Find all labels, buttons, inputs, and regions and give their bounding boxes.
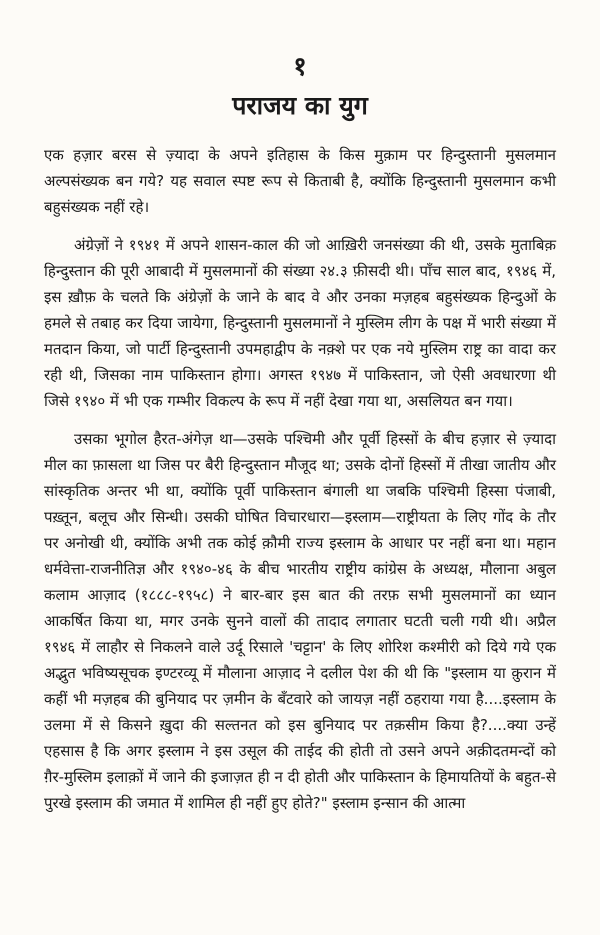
paragraph-1: एक हज़ार बरस से ज़्यादा के अपने इतिहास के किस मुक़ाम पर हिन्दुस्तानी मुसलमान अल्पसंख्यक बन गये? यह सवाल स्पष्ट रूप से किताबी है, क्योंकि हिन्दुस्तानी मुसलमान कभी बहुसंख्यक नहीं रहे। <box>44 146 556 216</box>
paragraph-2: अंग्रेज़ों ने १९४१ में अपने शासन-काल की जो आख़िरी जनसंख्या की थी, उसके मुताबिक़ हिन्दुस्तान की पूरी आबादी में मुसलमानों की संख्या २४.३ फ़ीसदी थी। पाँच साल बाद, १९४६ में, इस ख़ौफ़ के चलते कि अंग्रेज़ों के जाने के बाद वे और उनका मज़हब बहुसंख्यक हिन्दुओं के हमले से तबाह कर दिया जायेगा, हिन्दुस्तानी मुसलमानों ने मुस्लिम लीग के पक्ष में भारी संख्या में मतदान किया, जो पार्टी हिन्दुस्तानी उपमहाद्वीप के नक़्शे पर एक नये मुस्लिम राष्ट्र का वादा कर रही थी, जिसका नाम पाकिस्तान होगा। अगस्त १९४७ में पाकिस्तान, जो ऐसी अवधारणा थी जिसे १९४० में भी एक गम्भीर विकल्प के रूप में नहीं देखा गया था, असलियत बन गया। <box>44 236 556 410</box>
chapter-body <box>44 142 556 816</box>
paragraph-3: उसका भूगोल हैरत-अंगेज़ था—उसके पश्चिमी और पूर्वी हिस्सों के बीच हज़ार से ज़्यादा मील का फ़ासला था जिस पर बैरी हिन्दुस्तान मौजूद था; उसके दोनों हिस्सों में तीखा जातीय और सांस्कृतिक अन्तर भी था, क्योंकि पूर्वी पाकिस्तान बंगाली था जबकि पश्चिमी हिस्सा पंजाबी, पख़्तून, बलूच और सिन्धी। उसकी घोषित विचारधारा—इस्लाम—राष्ट्रीयता के लिए गोंद के तौर पर अनोखी थी, क्योंकि अभी तक कोई क़ौमी राज्य इस्लाम के आधार पर नहीं बना था। महान धर्मवेत्ता-राजनीतिज्ञ और १९४०-४६ के बीच भारतीय राष्ट्रीय कांग्रेस के अध्यक्ष, मौलाना अबुल कलाम आज़ाद (१८८८-१९५८) ने बार-बार इस बात की तरफ़ सभी मुसलमानों का ध्यान आकर्षित किया था, मगर उनके सुनने वालों की तादाद लगातार घटती चली गयी थी। अप्रैल १९४६ में लाहौर से निकलने वाले उर्दू रिसाले 'चट्टान' के लिए शोरिश कश्मीरी को दिये गये एक अद्भुत भविष्यसूचक इण्टरव्यू में मौलाना आज़ाद ने दलील पेश की थी कि "इस्लाम या क़ुरान में कहीं भी मज़हब की बुनियाद पर ज़मीन के बँटवारे को जायज़ नहीं ठहराया गया है....इस्लाम के उलमा में से किसने ख़ुदा की सल्तनत को इस बुनियाद पर तक़सीम किया है?....क्या उन्हें एहसास है कि अगर इस्लाम ने इस उसूल की ताईद की होती तो उसने अपने अक़ीदतमन्दों को ग़ैर-मुस्लिम इलाक़ों में जाने की इजाज़त ही न दी होती और पाकिस्तान के हिमायतियों के बहुत-से पुरखे इस्लाम की जमात में शामिल ही नहीं हुए होते?" इस्लाम इन्सान की आत्मा <box>44 430 556 812</box>
chapter-number: १ <box>293 52 307 82</box>
chapter-title: पराजय का युग <box>232 91 368 120</box>
